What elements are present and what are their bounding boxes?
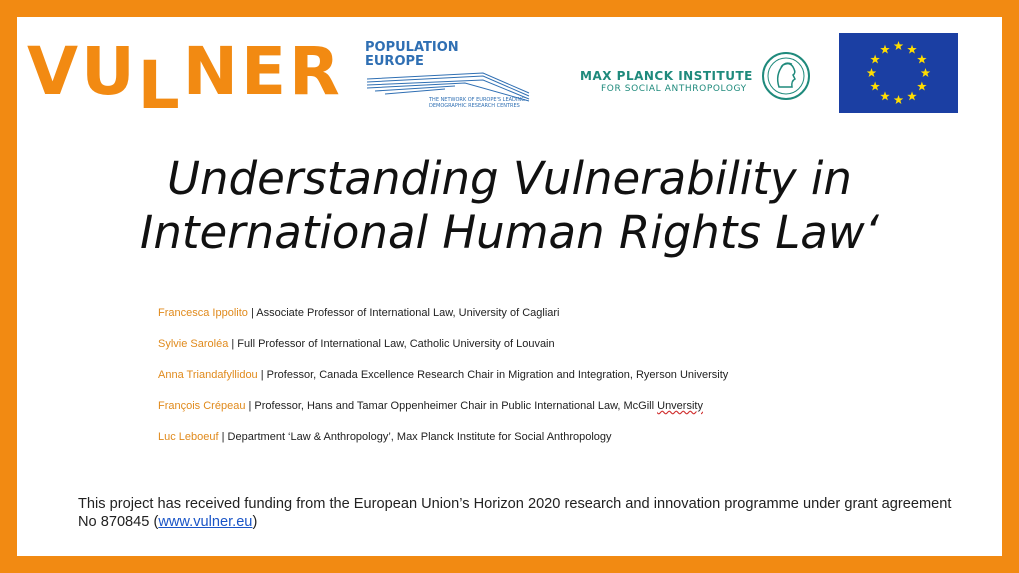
vulner-logo	[27, 33, 343, 124]
speaker-role: | Department ‘Law & Anthropology’, Max Planck Institute for Social Anthropology	[218, 431, 612, 443]
speaker-row	[158, 336, 728, 367]
vulner-website-link[interactable]: www.vulner.eu	[158, 514, 253, 530]
speaker-role: | Full Professor of International Law, Catholic University of Louvain	[228, 338, 555, 350]
minerva-seal-icon	[761, 51, 811, 101]
population-europe-tagline	[429, 97, 525, 109]
eu-star-icon	[894, 41, 904, 50]
speaker-row	[158, 305, 728, 336]
eu-star-icon	[880, 91, 890, 100]
eu-star-icon	[907, 91, 917, 100]
eu-star-icon	[921, 68, 931, 77]
title-line-1: Understanding Vulnerability in	[167, 152, 852, 205]
speaker-row	[158, 367, 728, 398]
eu-star-icon	[917, 82, 927, 91]
speaker-row	[158, 398, 728, 429]
speaker-role-misspelled: Unversity	[657, 400, 703, 412]
speaker-list	[158, 305, 728, 460]
vulner-logo-text-l: L	[137, 47, 183, 124]
eu-star-icon	[907, 45, 917, 54]
pe-title-line1: POPULATION	[365, 40, 459, 55]
speaker-name: Luc Leboeuf	[158, 431, 219, 443]
speaker-name: Sylvie Saroléa	[158, 338, 229, 350]
speaker-role: | Professor, Canada Excellence Research Chair in Migration and Integration, Ryerson University	[257, 369, 729, 381]
eu-star-icon	[870, 82, 880, 91]
eu-star-icon	[894, 95, 904, 104]
mpi-subtitle: FOR SOCIAL ANTHROPOLOGY	[601, 84, 747, 94]
pe-tagline-line1: THE NETWORK OF EUROPE'S LEADING	[429, 97, 525, 103]
eu-star-icon	[870, 55, 880, 64]
eu-star-icon	[880, 45, 890, 54]
funding-text: This project has received funding from the European Union’s Horizon 2020 research and innovation programme under grant agreement No 870845 (	[78, 496, 952, 530]
eu-flag-icon	[839, 33, 958, 113]
max-planck-logo	[580, 43, 812, 103]
speaker-name: François Crépeau	[158, 400, 246, 412]
population-europe-title	[365, 41, 530, 69]
population-europe-logo	[365, 41, 530, 111]
speaker-name: Anna Triandafyllidou	[158, 369, 258, 381]
vulner-logo-text-start: VU	[27, 33, 138, 110]
speaker-role: | Professor, Hans and Tamar Oppenheimer Chair in Public International Law, McGill	[245, 400, 658, 412]
funding-statement	[78, 495, 958, 531]
mpi-name: MAX PLANCK INSTITUTE	[580, 69, 753, 83]
funding-close: )	[252, 514, 258, 530]
pe-tagline-line2: DEMOGRAPHIC RESEARCH CENTRES	[429, 103, 520, 109]
eu-stars	[839, 33, 958, 113]
speaker-role: | Associate Professor of International Law, University of Cagliari	[247, 307, 560, 319]
vulner-logo-text-end: NER	[182, 33, 343, 110]
speaker-name: Francesca Ippolito	[158, 307, 248, 319]
speaker-row	[158, 429, 728, 460]
title-line-2: International Human Rights Law‘	[140, 206, 879, 259]
pe-title-line2: EUROPE	[365, 54, 424, 69]
eu-star-icon	[867, 68, 877, 77]
eu-star-icon	[917, 55, 927, 64]
